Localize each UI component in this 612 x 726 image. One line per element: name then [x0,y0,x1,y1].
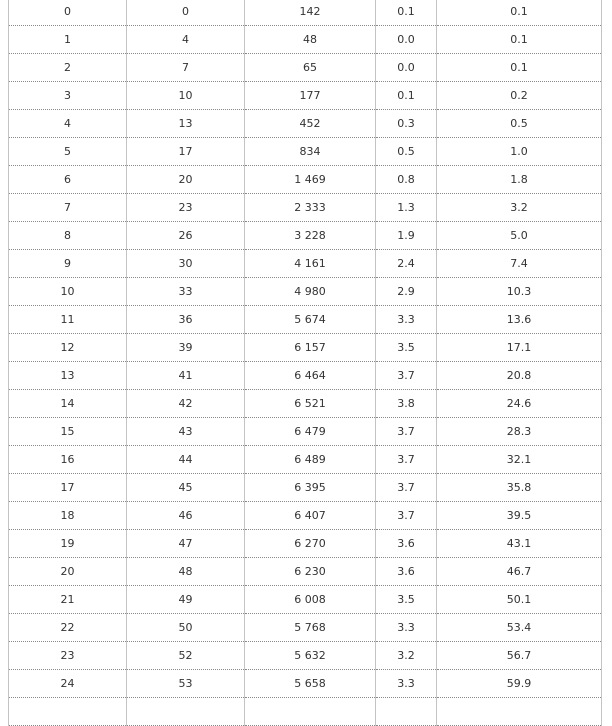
table-row [9,390,602,418]
table-cell-col-5: 24.6 [437,390,602,418]
table-row [9,138,602,166]
table-cell-col-4: 3.7 [376,418,437,446]
table-cell-col-index: 12 [9,334,127,362]
table-row [9,670,602,698]
table-cell-col-2: 23 [127,194,245,222]
table-cell-col-5: 20.8 [437,362,602,390]
table-cell-col-2: 4 [127,26,245,54]
table-cell-empty [437,698,602,726]
table-row [9,110,602,138]
table-cell-empty [245,698,376,726]
table-cell-col-4: 3.2 [376,642,437,670]
table-cell-col-index: 15 [9,418,127,446]
table-cell-col-4: 3.5 [376,334,437,362]
table-row-partial [9,698,602,726]
table-cell-col-5: 1.0 [437,138,602,166]
table-cell-col-index: 5 [9,138,127,166]
table-cell-col-2: 17 [127,138,245,166]
table-cell-col-3: 6 230 [245,558,376,586]
table-row [9,26,602,54]
table-cell-col-2: 10 [127,82,245,110]
table-cell-col-3: 3 228 [245,222,376,250]
table-cell-col-2: 45 [127,474,245,502]
table-cell-col-3: 5 658 [245,670,376,698]
table-cell-col-2: 49 [127,586,245,614]
table-cell-col-5: 1.8 [437,166,602,194]
table-cell-col-2: 43 [127,418,245,446]
table-cell-col-4: 3.7 [376,474,437,502]
table-cell-col-5: 28.3 [437,418,602,446]
table-cell-col-5: 5.0 [437,222,602,250]
table-cell-col-index: 13 [9,362,127,390]
table-cell-col-4: 2.9 [376,278,437,306]
table-row [9,502,602,530]
table-cell-col-index: 6 [9,166,127,194]
table-cell-col-4: 0.5 [376,138,437,166]
table-cell-col-2: 48 [127,558,245,586]
table-cell-col-5: 10.3 [437,278,602,306]
table-row [9,614,602,642]
table-row [9,558,602,586]
table-cell-col-4: 0.1 [376,0,437,26]
table-cell-col-5: 46.7 [437,558,602,586]
table-row [9,530,602,558]
table-body [9,0,602,726]
table-row [9,362,602,390]
table-row [9,334,602,362]
table-cell-col-4: 0.0 [376,54,437,82]
table-cell-col-3: 452 [245,110,376,138]
table-cell-col-5: 13.6 [437,306,602,334]
table-row [9,418,602,446]
table-cell-col-4: 0.1 [376,82,437,110]
table-cell-col-3: 4 980 [245,278,376,306]
table-cell-col-2: 53 [127,670,245,698]
table-cell-col-index: 9 [9,250,127,278]
table-row [9,222,602,250]
table-cell-col-4: 1.9 [376,222,437,250]
table-cell-col-5: 0.1 [437,0,602,26]
table-cell-col-2: 50 [127,614,245,642]
table-row [9,250,602,278]
table-cell-col-4: 3.6 [376,558,437,586]
table-cell-col-2: 46 [127,502,245,530]
table-cell-col-index: 18 [9,502,127,530]
table-row [9,82,602,110]
table-cell-col-index: 11 [9,306,127,334]
table-cell-col-3: 5 768 [245,614,376,642]
table-row [9,194,602,222]
table-cell-col-2: 36 [127,306,245,334]
table-cell-col-index: 19 [9,530,127,558]
table-cell-col-5: 53.4 [437,614,602,642]
table-cell-col-4: 2.4 [376,250,437,278]
table-cell-col-index: 17 [9,474,127,502]
table-cell-col-2: 44 [127,446,245,474]
table-cell-col-5: 50.1 [437,586,602,614]
table-cell-col-3: 2 333 [245,194,376,222]
data-table [8,0,602,726]
table-row [9,306,602,334]
table-cell-empty [127,698,245,726]
table-cell-col-3: 6 270 [245,530,376,558]
table-cell-col-3: 1 469 [245,166,376,194]
table-cell-col-3: 6 395 [245,474,376,502]
table-cell-col-2: 41 [127,362,245,390]
table-row [9,642,602,670]
table-row [9,586,602,614]
table-row [9,54,602,82]
table-row [9,474,602,502]
table-cell-col-2: 0 [127,0,245,26]
table-cell-col-4: 1.3 [376,194,437,222]
table-cell-col-5: 0.2 [437,82,602,110]
table-cell-col-2: 39 [127,334,245,362]
table-cell-empty [376,698,437,726]
table-cell-col-5: 59.9 [437,670,602,698]
table-cell-col-3: 6 479 [245,418,376,446]
table-cell-col-3: 6 464 [245,362,376,390]
table-cell-col-index: 21 [9,586,127,614]
table-cell-col-4: 0.8 [376,166,437,194]
table-cell-col-5: 7.4 [437,250,602,278]
table-cell-col-2: 30 [127,250,245,278]
table-row [9,0,602,26]
table-cell-col-3: 6 521 [245,390,376,418]
table-cell-col-3: 48 [245,26,376,54]
table-row [9,446,602,474]
table-cell-col-4: 3.5 [376,586,437,614]
table-cell-col-index: 0 [9,0,127,26]
table-cell-col-index: 2 [9,54,127,82]
table-cell-col-index: 7 [9,194,127,222]
table-cell-col-4: 3.7 [376,362,437,390]
table-cell-col-2: 47 [127,530,245,558]
table-cell-col-5: 0.5 [437,110,602,138]
table-cell-col-index: 10 [9,278,127,306]
table-cell-col-3: 6 489 [245,446,376,474]
table-cell-col-4: 3.8 [376,390,437,418]
table-cell-col-3: 6 157 [245,334,376,362]
table-cell-col-index: 24 [9,670,127,698]
table-cell-col-3: 4 161 [245,250,376,278]
table-cell-col-4: 3.7 [376,502,437,530]
table-cell-col-4: 0.0 [376,26,437,54]
table-cell-empty [9,698,127,726]
table-cell-col-index: 4 [9,110,127,138]
table-cell-col-index: 8 [9,222,127,250]
data-table-container [8,0,601,726]
table-cell-col-5: 35.8 [437,474,602,502]
table-cell-col-4: 3.7 [376,446,437,474]
table-cell-col-3: 65 [245,54,376,82]
table-cell-col-3: 834 [245,138,376,166]
table-cell-col-index: 3 [9,82,127,110]
table-cell-col-5: 56.7 [437,642,602,670]
table-cell-col-2: 33 [127,278,245,306]
table-cell-col-3: 5 674 [245,306,376,334]
table-cell-col-5: 0.1 [437,26,602,54]
table-cell-col-index: 23 [9,642,127,670]
table-cell-col-index: 14 [9,390,127,418]
table-cell-col-5: 17.1 [437,334,602,362]
table-cell-col-index: 20 [9,558,127,586]
table-cell-col-5: 32.1 [437,446,602,474]
table-cell-col-5: 43.1 [437,530,602,558]
table-cell-col-4: 0.3 [376,110,437,138]
table-cell-col-2: 20 [127,166,245,194]
table-cell-col-2: 7 [127,54,245,82]
table-cell-col-2: 26 [127,222,245,250]
table-cell-col-4: 3.3 [376,306,437,334]
table-cell-col-2: 13 [127,110,245,138]
table-cell-col-index: 22 [9,614,127,642]
table-cell-col-3: 6 407 [245,502,376,530]
table-cell-col-4: 3.6 [376,530,437,558]
table-cell-col-index: 1 [9,26,127,54]
table-cell-col-3: 5 632 [245,642,376,670]
table-cell-col-5: 39.5 [437,502,602,530]
table-cell-col-4: 3.3 [376,614,437,642]
table-cell-col-4: 3.3 [376,670,437,698]
table-cell-col-3: 6 008 [245,586,376,614]
table-row [9,166,602,194]
table-cell-col-2: 42 [127,390,245,418]
table-cell-col-3: 142 [245,0,376,26]
table-cell-col-5: 0.1 [437,54,602,82]
table-cell-col-5: 3.2 [437,194,602,222]
table-row [9,278,602,306]
table-cell-col-3: 177 [245,82,376,110]
table-cell-col-index: 16 [9,446,127,474]
table-cell-col-2: 52 [127,642,245,670]
